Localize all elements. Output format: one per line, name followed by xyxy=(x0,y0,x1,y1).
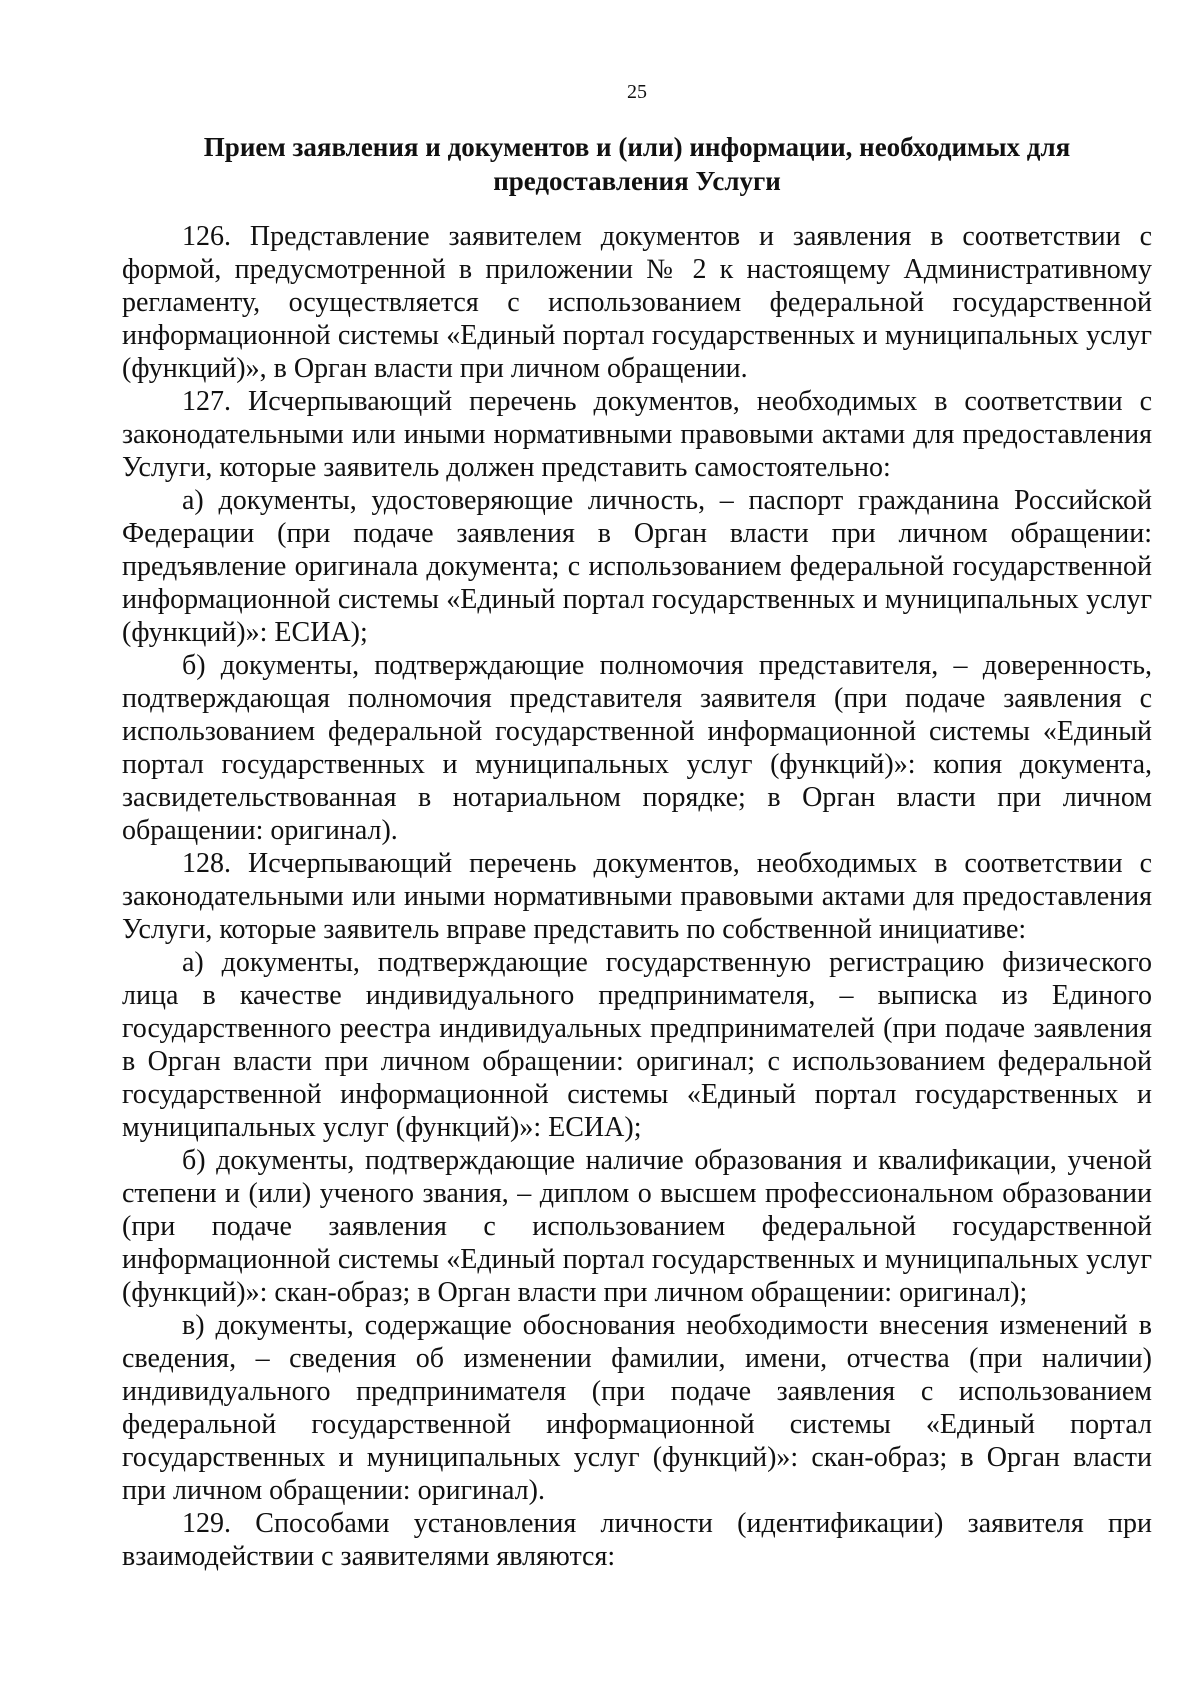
paragraph-128-item-b: б) документы, подтверждающие наличие образования и квалификации, ученой степени и (или) ученого звания, – диплом о высшем профессиональном образовании (при подаче заявления с использованием федеральной государственной информационной системы «Единый портал государственных и муниципальных услуг (функций)»: скан-образ; в Орган власти при личном обращении: оригинал); xyxy=(122,1145,1152,1308)
document-page xyxy=(122,60,1152,1573)
section-title xyxy=(122,130,1152,198)
paragraph-128: 128. Исчерпывающий перечень документов, необходимых в соответствии с законодательными или иными нормативными правовыми актами для предоставления Услуги, которые заявитель вправе представить по собственной инициативе: xyxy=(122,848,1152,945)
paragraph-128-item-v: в) документы, содержащие обоснования необходимости внесения изменений в сведения, – сведения об изменении фамилии, имени, отчества (при наличии) индивидуального предпринимателя (при подаче заявления с использованием федеральной государственной информационной системы «Единый портал государственных и муниципальных услуг (функций)»: скан-образ; в Орган власти при личном обращении: оригинал). xyxy=(122,1310,1152,1506)
section-title-line-1: Прием заявления и документов и (или) информации, необходимых для xyxy=(203,132,1071,162)
paragraph-127: 127. Исчерпывающий перечень документов, необходимых в соответствии с законодательными или иными нормативными правовыми актами для предоставления Услуги, которые заявитель должен представить самостоятельно: xyxy=(122,386,1152,483)
section-title-line-2: предоставления Услуги xyxy=(493,166,781,196)
paragraph-128-item-a: а) документы, подтверждающие государственную регистрацию физического лица в качестве индивидуального предпринимателя, – выписка из Единого государственного реестра индивидуальных предпринимателей (при подаче заявления в Орган власти при личном обращении: оригинал; с использованием федеральной государственной информационной системы «Единый портал государственных и муниципальных услуг (функций)»: ЕСИА); xyxy=(122,947,1152,1143)
paragraph-127-item-a: а) документы, удостоверяющие личность, – паспорт гражданина Российской Федерации (при подаче заявления в Орган власти при личном обращении: предъявление оригинала документа; с использованием федеральной государственной информационной системы «Единый портал государственных и муниципальных услуг (функций)»: ЕСИА); xyxy=(122,485,1152,648)
paragraph-126: 126. Представление заявителем документов и заявления в соответствии с формой, предусмотренной в приложении № 2 к настоящему Административному регламенту, осуществляется с использованием федеральной государственной информационной системы «Единый портал государственных и муниципальных услуг (функций)», в Орган власти при личном обращении. xyxy=(122,221,1152,384)
page-number: 25 xyxy=(627,81,647,103)
paragraph-127-item-b: б) документы, подтверждающие полномочия представителя, – доверенность, подтверждающая полномочия представителя заявителя (при подаче заявления с использованием федеральной государственной информационной системы «Единый портал государственных и муниципальных услуг (функций)»: копия документа, засвидетельствованная в нотариальном порядке; в Орган власти при личном обращении: оригинал). xyxy=(122,650,1152,846)
paragraph-129: 129. Способами установления личности (идентификации) заявителя при взаимодействии с заявителями являются: xyxy=(122,1508,1152,1572)
